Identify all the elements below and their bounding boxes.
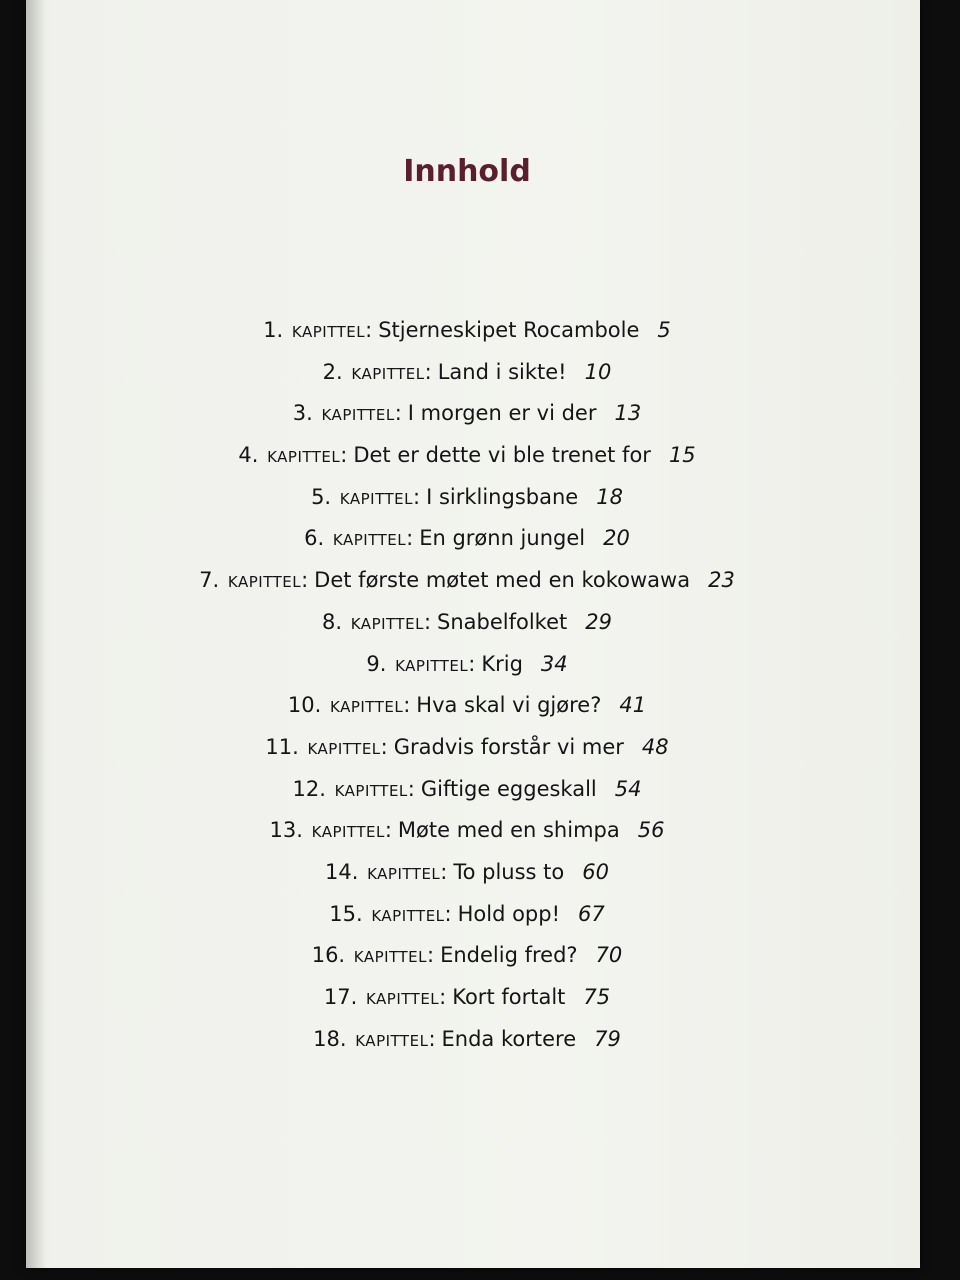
chapter-title: Land i sikte! (437, 359, 567, 384)
toc-entry: 6. KAPITTEL: En grønn jungel 20 (304, 526, 630, 551)
chapter-title: Kort fortalt (452, 985, 566, 1009)
chapter-title: Snabelfolket (437, 609, 568, 634)
chapter-title: Endelig fred? (440, 943, 578, 968)
page-number: 23 (708, 568, 735, 593)
chapter-number: 15. (329, 901, 363, 926)
chapter-word: KAPITTEL (351, 364, 425, 383)
chapter-title: Krig (481, 651, 523, 676)
chapter-word: KAPITTEL (395, 656, 469, 675)
chapter-word: KAPITTEL (307, 739, 381, 758)
page-number: 75 (583, 985, 611, 1009)
chapter-word: KAPITTEL (365, 990, 440, 1008)
page-number: 20 (603, 526, 630, 551)
chapter-word: KAPITTEL (330, 698, 404, 717)
chapter-title: To pluss to (453, 859, 565, 884)
chapter-title: En grønn jungel (419, 526, 586, 551)
chapter-title: Gradvis forstår vi mer (393, 734, 624, 759)
toc-entry: 4. KAPITTEL: Det er dette vi ble trenet for 15 (238, 443, 696, 468)
toc-entry: 16. KAPITTEL: Endelig fred? 70 (311, 943, 623, 968)
page-number: 54 (614, 776, 642, 801)
page-number: 5 (657, 318, 671, 342)
chapter-title: Møte med en shimpa (397, 818, 620, 843)
chapter-word: KAPITTEL (291, 323, 366, 341)
chapter-title: Det første møtet med en kokowawa (314, 568, 691, 593)
chapter-title: I morgen er vi der (407, 401, 597, 426)
toc-entry: 1. KAPITTEL: Stjerneskipet Rocambole 5 (263, 318, 671, 342)
chapter-number: 16. (311, 943, 346, 968)
chapter-title: Hva skal vi gjøre? (416, 693, 602, 718)
chapter-word: KAPITTEL (334, 781, 408, 800)
chapter-title: Hold opp! (457, 901, 561, 926)
chapter-number: 14. (324, 859, 359, 884)
toc-entry: 18. KAPITTEL: Enda kortere 79 (313, 1026, 621, 1051)
chapter-number: 1. (263, 318, 284, 342)
chapter-title: Enda kortere (441, 1026, 577, 1051)
page-number: 29 (585, 609, 612, 634)
chapter-number: 6. (304, 526, 325, 551)
chapter-number: 7. (199, 568, 220, 593)
toc-entry: 11. KAPITTEL: Gradvis forstår vi mer 48 (265, 734, 669, 759)
page-number: 15 (668, 443, 696, 468)
page-number: 10 (584, 359, 612, 384)
chapter-number: 3. (292, 401, 313, 426)
chapter-word: KAPITTEL (321, 406, 395, 425)
chapter-word: KAPITTEL (353, 948, 427, 967)
chapter-number: 9. (366, 651, 387, 676)
toc-entry: 3. KAPITTEL: I morgen er vi der 13 (292, 401, 642, 426)
chapter-word: KAPITTEL (332, 531, 407, 550)
chapter-number: 10. (287, 693, 322, 718)
chapter-number: 18. (313, 1026, 347, 1051)
chapter-word: KAPITTEL (367, 864, 441, 883)
chapter-title: Det er dette vi ble trenet for (353, 443, 651, 468)
chapter-number: 2. (322, 359, 343, 384)
page-number: 13 (614, 401, 642, 426)
page-number: 56 (637, 818, 665, 843)
chapter-word: KAPITTEL (311, 823, 385, 842)
chapter-word: KAPITTEL (267, 448, 341, 467)
chapter-word: KAPITTEL (350, 614, 424, 633)
page-number: 70 (595, 943, 623, 968)
page-number: 60 (582, 859, 609, 884)
toc-entry: 10. KAPITTEL: Hva skal vi gjøre? 41 (287, 693, 647, 718)
chapter-number: 4. (238, 443, 259, 468)
toc-entry: 5. KAPITTEL: I sirklingsbane 18 (311, 484, 623, 509)
toc-entry: 7. KAPITTEL: Det første møtet med en kokowawa 23 (199, 568, 735, 593)
chapter-number: 12. (292, 776, 326, 801)
chapter-number: 8. (322, 609, 343, 634)
chapter-word: KAPITTEL (227, 573, 302, 592)
chapter-title: Giftige eggeskall (420, 776, 597, 801)
page-title: Innhold (403, 154, 531, 190)
page-number: 34 (540, 651, 568, 676)
table-of-contents (0, 310, 934, 1060)
page-number: 67 (578, 901, 605, 926)
page-number: 41 (619, 693, 647, 718)
page-number: 18 (596, 484, 623, 509)
chapter-title: Stjerneskipet Rocambole (378, 318, 640, 342)
toc-entry: 9. KAPITTEL: Krig 34 (366, 651, 568, 676)
toc-entry: 2. KAPITTEL: Land i sikte! 10 (322, 359, 612, 384)
toc-entry: 8. KAPITTEL: Snabelfolket 29 (322, 609, 612, 634)
chapter-word: KAPITTEL (339, 489, 413, 508)
chapter-number: 5. (311, 484, 332, 509)
toc-entry: 13. KAPITTEL: Møte med en shimpa 56 (269, 818, 665, 843)
chapter-number: 13. (269, 818, 303, 843)
toc-entry: 17. KAPITTEL: Kort fortalt 75 (323, 985, 611, 1009)
chapter-title: I sirklingsbane (426, 484, 579, 509)
chapter-number: 11. (265, 734, 299, 759)
chapter-number: 17. (323, 985, 358, 1009)
page-number: 48 (641, 734, 669, 759)
toc-entry: 15. KAPITTEL: Hold opp! 67 (329, 901, 605, 926)
chapter-word: KAPITTEL (371, 906, 445, 925)
page-number: 79 (594, 1026, 621, 1051)
toc-entry: 14. KAPITTEL: To pluss to 60 (324, 859, 609, 884)
toc-entry: 12. KAPITTEL: Giftige eggeskall 54 (292, 776, 642, 801)
chapter-word: KAPITTEL (355, 1031, 429, 1050)
